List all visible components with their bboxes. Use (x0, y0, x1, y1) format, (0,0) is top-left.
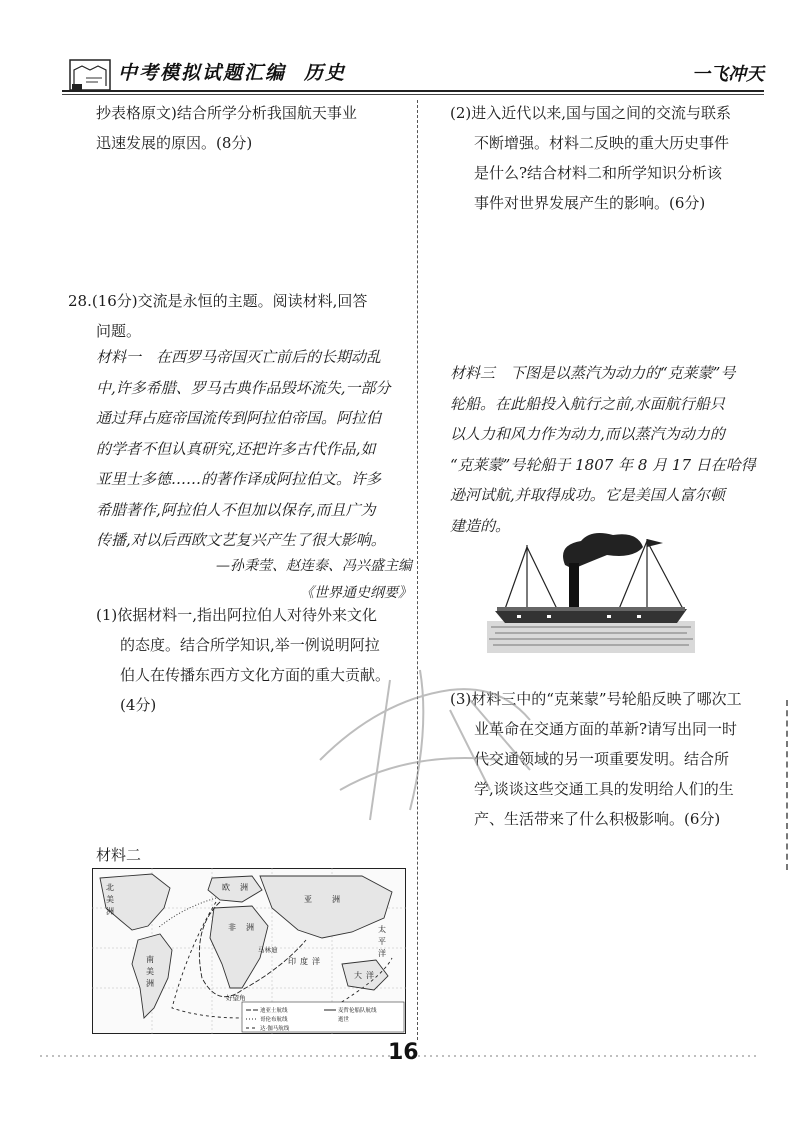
world-map-figure (92, 868, 406, 1034)
material-three-line: “克莱蒙”号轮船于 1807 年 8 月 17 日在哈得 (450, 455, 756, 474)
material-one (96, 342, 391, 556)
material-one-line: 通过拜占庭帝国流传到阿拉伯帝国。阿拉伯 (96, 409, 382, 427)
question-3-line: 代交通领域的另一项重要发明。结合所 (474, 750, 730, 768)
header-rule (62, 90, 764, 92)
margin-mark (786, 700, 788, 870)
header-rule-thin (62, 94, 764, 95)
question-1-line: 伯人在传播东西方文化方面的重大贡献。 (120, 666, 391, 684)
map-label: 美 (106, 895, 114, 904)
continued-question-line-1: 抄表格原文)结合所学分析我国航天事业 (96, 104, 357, 122)
map-legend-item: 哥伦布航线 (260, 1017, 288, 1023)
question-1-line: 的态度。结合所学知识,举一例说明阿拉 (120, 636, 380, 654)
map-label: 好望角 (226, 994, 246, 1002)
question-2-line: (2)进入近代以来,国与国之间的交流与联系 (450, 104, 732, 122)
material-one-line: 中,许多希腊、罗马古典作品毁坏流失,一部分 (96, 378, 391, 397)
material-one-source-book: 《世界通史纲要》 (300, 585, 412, 601)
material-three (450, 358, 756, 541)
question-2 (450, 98, 731, 218)
map-legend-item: 逝世 (338, 1017, 350, 1023)
stamp-watermark (300, 640, 560, 840)
header-subject: 历史 (304, 62, 347, 84)
material-one-source-authors: —孙秉莹、赵连泰、冯兴盛主编 (216, 558, 412, 574)
material-three-line: 轮船。在此船投入航行之前,水面航行船只 (450, 394, 725, 413)
question-2-line: 是什么?结合材料二和所学知识分析该 (474, 164, 723, 182)
page-number: 16 (388, 1040, 419, 1065)
map-label: 欧 (222, 883, 230, 892)
column-divider (417, 100, 418, 1040)
map-label: 北 (106, 883, 114, 892)
series-logo-icon (68, 56, 112, 94)
map-label: 平 (378, 937, 386, 946)
material-one-line: 材料一 在西罗马帝国灭亡前后的长期动乱 (96, 348, 382, 366)
question-1-line: (4分) (120, 696, 157, 714)
map-label: 洲 (332, 895, 340, 904)
question-1-line: (1)依据材料一,指出阿拉伯人对待外来文化 (96, 606, 378, 624)
header-title (118, 58, 346, 85)
question-3-line: 学,谈谈这些交通工具的发明给人们的生 (474, 780, 734, 798)
continued-question-line-2: 迅速发展的原因。(8分) (96, 134, 253, 152)
map-label: 马林迪 (258, 946, 278, 954)
material-one-line: 的学者不但认真研究,还把许多古代作品,如 (96, 439, 376, 458)
material-one-line: 希腊著作,阿拉伯人不但加以保存,而且广为 (96, 500, 376, 519)
map-legend-item: 麦哲伦船队航线 (338, 1008, 377, 1014)
material-two-label: 材料二 (96, 846, 142, 864)
header-brand: 一飞冲天 (692, 64, 764, 85)
question-3-line: 产、生活带来了什么积极影响。(6分) (474, 810, 721, 828)
map-label: 洲 (146, 979, 154, 988)
map-label: 洋 (378, 949, 386, 958)
question-3-line: 业革命在交通方面的革新?请写出同一时 (474, 720, 738, 738)
map-legend-item: 达·伽马航线 (260, 1026, 290, 1032)
map-label: 太 (378, 925, 386, 934)
map-label: 大 (354, 971, 362, 980)
map-label: 洲 (106, 907, 114, 916)
map-label: 洋 (312, 957, 320, 966)
q28-stem-line-2: 问题。 (96, 322, 142, 340)
material-one-line: 亚里士多德……的著作译成阿拉伯文。许多 (96, 470, 382, 488)
question-2-line: 事件对世界发展产生的影响。(6分) (474, 194, 706, 212)
map-label: 美 (146, 967, 154, 976)
header-series-title: 中考模拟试题汇编 (118, 62, 287, 84)
map-label: 洋 (366, 971, 374, 980)
question-3-line: (3)材料三中的“克莱蒙”号轮船反映了哪次工 (450, 690, 742, 708)
map-label: 非 (228, 923, 236, 932)
material-three-line: 材料三 下图是以蒸汽为动力的“克莱蒙”号 (450, 364, 736, 382)
material-three-line: 逊河试航,并取得成功。它是美国人富尔顿 (450, 486, 725, 504)
map-label: 洲 (246, 923, 254, 932)
material-three-line: 建造的。 (450, 516, 511, 535)
q28-stem-line-1: 28.(16分)交流是永恒的主题。阅读材料,回答 (68, 292, 368, 310)
question-2-line: 不断增强。材料二反映的重大历史事件 (474, 134, 730, 152)
steamship-illustration (487, 525, 695, 653)
map-label: 亚 (304, 895, 312, 904)
map-legend-item: 迪亚士航线 (260, 1008, 288, 1014)
map-label: 度 (300, 957, 308, 966)
map-label: 印 (288, 957, 296, 966)
material-one-line: 传播,对以后西欧文艺复兴产生了很大影响。 (96, 531, 386, 549)
map-label: 南 (146, 955, 154, 964)
map-label: 洲 (240, 883, 248, 892)
material-three-line: 以人力和风力作为动力,而以蒸汽为动力的 (450, 425, 725, 443)
